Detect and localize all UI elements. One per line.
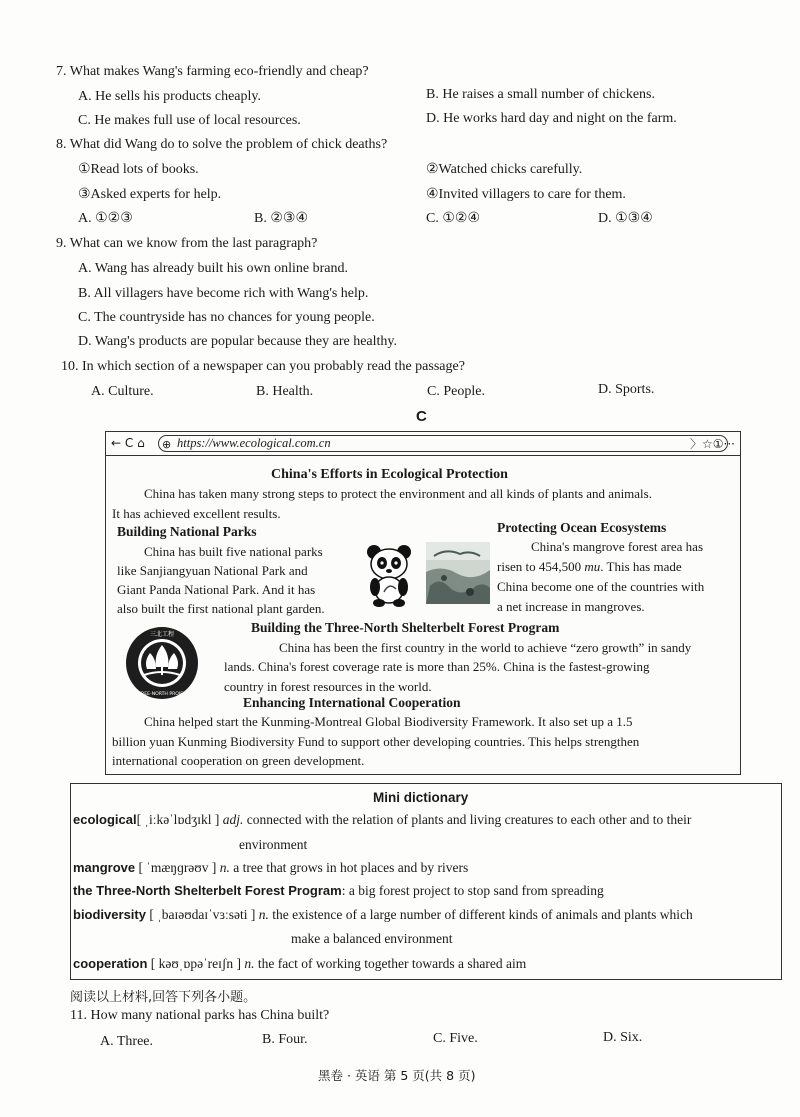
parks-line-1: China has built five national parks [144, 544, 323, 559]
browser-menu-icons[interactable]: 〉☆①··· [690, 437, 735, 451]
page-footer: 黑卷 · 英语 第 5 页(共 8 页) [318, 1068, 476, 1083]
cooperation-line-3: international cooperation on green development. [112, 753, 365, 768]
mini-dictionary [70, 783, 782, 980]
question-8-statement-3: ③Asked experts for help. [78, 187, 222, 202]
address-bar [106, 432, 740, 456]
three-north-line-2: lands. China's forest coverage rate is more than 25%. China is the fastest-growing [224, 659, 650, 674]
question-10-stem: 10. In which section of a newspaper can you probably read the passage? [61, 359, 465, 374]
url-field[interactable] [158, 435, 728, 452]
parks-line-4: also built the first national plant garden. [117, 601, 325, 616]
three-north-line-1: China has been the first country in the world to achieve “zero growth” in sandy [279, 640, 692, 655]
parks-line-2: like Sanjiangyuan National Park and [117, 563, 308, 578]
question-8-statement-2: ②Watched chicks carefully. [426, 162, 583, 177]
browser-frame [105, 431, 741, 775]
dict-entry-cooperation: cooperation [ kəʊˌɒpəˈreɪʃn ] n. the fact of working together towards a shared aim [73, 956, 527, 971]
three-north-line-3: country in forest resources in the world. [224, 679, 432, 694]
article-intro-line-1: China has taken many strong steps to protect the environment and all kinds of plants and animals. [144, 486, 652, 501]
question-7-option-d: D. He works hard day and night on the farm. [426, 111, 677, 126]
ocean-line-4: a net increase in mangroves. [497, 599, 645, 614]
question-11-option-d: D. Six. [603, 1030, 643, 1045]
question-7-stem: 7. What makes Wang's farming eco-friendly and cheap? [56, 64, 369, 79]
parks-line-3: Giant Panda National Park. And it has [117, 582, 316, 597]
logo-top-text: 三北工程 [149, 631, 175, 638]
instruction-text: 阅读以上材料,回答下列各小题。 [70, 990, 257, 1005]
question-10-option-a: A. Culture. [91, 384, 154, 399]
ocean-line-3: China become one of the countries with [497, 579, 705, 594]
question-7-option-a: A. He sells his products cheaply. [78, 89, 261, 104]
section-letter: C [416, 408, 427, 425]
logo-bottom-text: THREE-NORTH PROJECT [134, 692, 190, 697]
question-11-option-b: B. Four. [262, 1032, 308, 1047]
article-intro-line-2: It has achieved excellent results. [112, 506, 281, 521]
question-8-option-a: A. ①②③ [78, 211, 133, 226]
ocean-line-2: risen to 454,500 mu. This has made [497, 559, 682, 574]
three-north-heading: Building the Three-North Shelterbelt Forest Program [251, 620, 560, 635]
question-8-option-d: D. ①③④ [598, 211, 653, 226]
question-8-statement-4: ④Invited villagers to care for them. [426, 187, 626, 202]
question-8-stem: 8. What did Wang do to solve the problem of chick deaths? [56, 137, 388, 152]
question-10-option-b: B. Health. [256, 384, 314, 399]
question-9-option-a: A. Wang has already built his own online brand. [78, 261, 349, 276]
question-10-option-c: C. People. [427, 384, 485, 399]
three-north-logo [124, 625, 200, 701]
dict-entry-biodiversity: biodiversity [ ˌbaɪəʊdaɪˈvɜːsəti ] n. the existence of a large number of different kinds of animals and plants which [73, 907, 693, 922]
question-8-option-b: B. ②③④ [254, 211, 308, 226]
question-9-option-c: C. The countryside has no chances for young people. [78, 310, 375, 325]
dict-entry-mangrove: mangrove [ ˈmæŋɡrəʊv ] n. a tree that grows in hot places and by rivers [73, 860, 469, 875]
question-9-option-b: B. All villagers have become rich with Wang's help. [78, 286, 369, 301]
question-8-option-c: C. ①②④ [426, 211, 480, 226]
question-11-option-a: A. Three. [100, 1034, 153, 1049]
ocean-heading: Protecting Ocean Ecosystems [497, 520, 667, 535]
cooperation-heading: Enhancing International Cooperation [243, 695, 461, 710]
question-9-option-d: D. Wang's products are popular because they are healthy. [78, 334, 397, 349]
dict-entry-ecological-cont: environment [239, 837, 308, 852]
panda-picture [364, 542, 414, 608]
cooperation-line-2: billion yuan Kunming Biodiversity Fund to support other developing countries. This helps strengthen [112, 734, 640, 749]
cooperation-line-1: China helped start the Kunming-Montreal Global Biodiversity Framework. It also set up a 1.5 [144, 714, 633, 729]
question-9-stem: 9. What can we know from the last paragraph? [56, 236, 318, 251]
dict-entry-biodiversity-cont: make a balanced environment [291, 931, 453, 946]
question-8-statement-1: ①Read lots of books. [78, 162, 199, 177]
ocean-line-1: China's mangrove forest area has [531, 539, 704, 554]
dict-entry-three-north: the Three-North Shelterbelt Forest Program: a big forest project to stop sand from spreading [73, 883, 604, 898]
dict-entry-ecological: ecological[ ˌiːkəˈlɒdʒɪkl ] adj. connected with the relation of plants and living creatures to each other and to their [73, 812, 692, 827]
question-7-option-b: B. He raises a small number of chickens. [426, 87, 655, 102]
globe-icon: ⊕ [162, 438, 172, 451]
dictionary-title: Mini dictionary [373, 790, 469, 805]
ocean-picture [426, 542, 490, 604]
question-7-option-c: C. He makes full use of local resources. [78, 113, 301, 128]
question-10-option-d: D. Sports. [598, 382, 655, 397]
parks-heading: Building National Parks [117, 524, 257, 539]
question-11-option-c: C. Five. [433, 1031, 478, 1046]
browser-nav-icons[interactable]: ← C ⌂ [111, 436, 145, 450]
question-11-stem: 11. How many national parks has China built? [70, 1008, 330, 1023]
url-text: https://www.ecological.com.cn [177, 436, 331, 450]
article-title: China's Efforts in Ecological Protection [271, 467, 508, 482]
